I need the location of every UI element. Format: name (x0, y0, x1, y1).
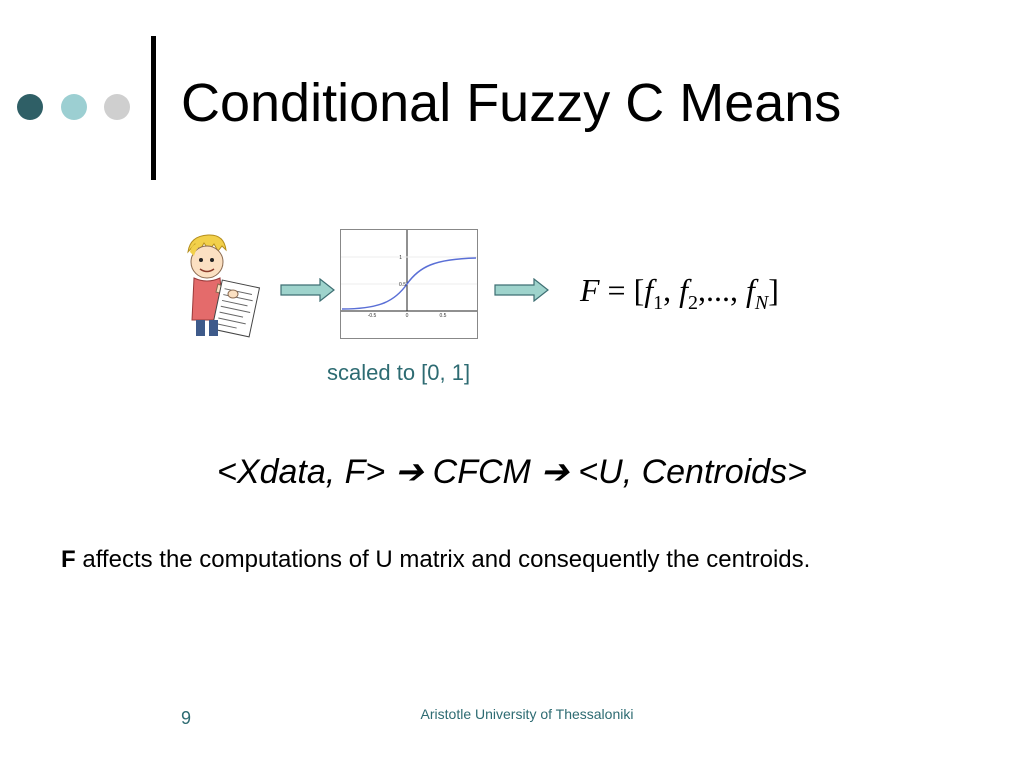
affects-text: affects the computations of U matrix and consequently the centroids. (75, 546, 811, 573)
y-tick-mid: 0.5 (399, 282, 406, 288)
formula-sub2: 2 (688, 292, 699, 314)
formula-fN: f (746, 272, 755, 308)
formula-dots: ..., (706, 272, 739, 308)
y-tick-top: 1 (399, 255, 402, 261)
decor-dot-dark (17, 94, 43, 120)
arrow-right-icon (494, 278, 550, 302)
formula-close: ] (768, 272, 779, 308)
decor-dot-teal (61, 94, 87, 120)
formula-subN: N (754, 292, 769, 314)
person-with-paper-illustration (178, 232, 263, 347)
affects-bold-f: F (61, 546, 76, 573)
title-divider (151, 36, 156, 180)
slide-title: Conditional Fuzzy C Means (181, 73, 842, 133)
flow-arrow-icon: ➔ (540, 453, 569, 491)
footer-university: Aristotle University of Thessaloniki (420, 706, 634, 722)
page-number: 9 (181, 708, 192, 728)
flow-arrow-icon: ➔ (394, 453, 424, 491)
decor-dot-gray (104, 94, 130, 120)
formula-f2: f (679, 272, 689, 308)
cfcm-flow (0, 452, 1024, 492)
x-tick-right: 0.5 (439, 313, 447, 319)
flow-output: <U, Centroids> (578, 453, 807, 491)
x-tick-mid: 0 (405, 313, 409, 319)
formula-sub1: 1 (653, 292, 664, 314)
sigmoid-plot (340, 229, 478, 339)
scaled-caption: scaled to [0, 1] (327, 360, 471, 385)
formula-lhs: F (580, 272, 600, 308)
arrow-right-icon (280, 278, 336, 302)
formula-open: [ (633, 272, 645, 308)
flow-input: <Xdata, F> (217, 453, 386, 491)
formula-f1: f (644, 272, 654, 308)
flow-algorithm: CFCM (432, 453, 531, 491)
affects-sentence (61, 546, 810, 574)
x-tick-left: -0.5 (367, 313, 377, 319)
feature-vector-formula: $F = [f_1$, $f_2$,..., $f_N$] (580, 272, 779, 314)
formula-eq: = (607, 272, 626, 308)
